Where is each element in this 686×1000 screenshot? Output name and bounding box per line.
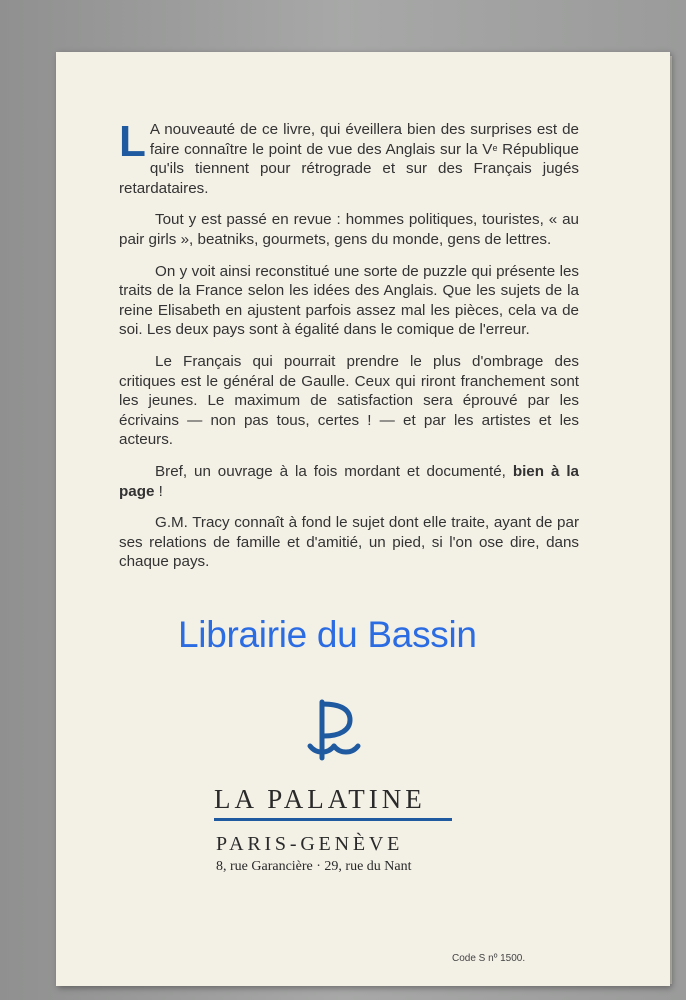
publisher-name: LA PALATINE bbox=[214, 784, 426, 814]
blurb-paragraph-6: G.M. Tracy connaît à fond le sujet dont elle traite, ayant de par ses relations de famille et d'amitié, un pied, si l'on ose dire, dans chaque pays. bbox=[119, 514, 579, 571]
blurb-p5-bold: bien à la page bbox=[119, 462, 579, 500]
product-code: Code S nº 1500. bbox=[452, 953, 526, 964]
publisher-rule bbox=[214, 818, 452, 821]
publisher-cities: PARIS-GENÈVE bbox=[216, 833, 404, 855]
blurb-paragraph-4: Le Français qui pourrait prendre le plus d'ombrage des critiques est le général de Gaulle. Ceux qui riront franchement sont les jeunes. Le maximum de satisfaction sera éprouvé par les écrivains — non pas tous, certes ! — et par les artistes et les acteurs. bbox=[119, 352, 579, 449]
blurb-text bbox=[119, 117, 579, 584]
watermark-text: Librairie du Bassin bbox=[178, 614, 477, 655]
superscript-e: e bbox=[492, 142, 498, 153]
blurb-p1-text-end: République qu'ils tiennent pour rétrograde et sur des Français jugés retardataires. bbox=[119, 140, 579, 197]
blurb-paragraph-2: Tout y est passé en revue : hommes politiques, touristes, « au pair girls », beatniks, gourmets, gens du monde, gens de lettres. bbox=[119, 211, 579, 248]
publisher-address: 8, rue Garancière · 29, rue du Nant bbox=[216, 859, 412, 874]
blurb-paragraph-5 bbox=[119, 462, 579, 501]
palatine-monogram-icon bbox=[302, 696, 366, 764]
blurb-p5-text: Bref, un ouvrage à la fois mordant et documenté, bbox=[155, 462, 513, 480]
blurb-p5-end: ! bbox=[154, 482, 163, 500]
drop-cap: L bbox=[119, 117, 146, 166]
blurb-p1-text: A nouveauté de ce livre, qui éveillera bien des surprises est de faire connaître le point de vue des Anglais sur la V bbox=[149, 121, 579, 158]
blurb-paragraph-1 bbox=[119, 117, 579, 198]
blurb-paragraph-3: On y voit ainsi reconstitué une sorte de puzzle qui présente les traits de la France selon les idées des Anglais. Que les sujets de la reine Elisabeth en ajustent parfois assez mal les pièces, cela va de soi. Les deux pays sont à égalité dans le comique de l'erreur. bbox=[119, 262, 579, 339]
